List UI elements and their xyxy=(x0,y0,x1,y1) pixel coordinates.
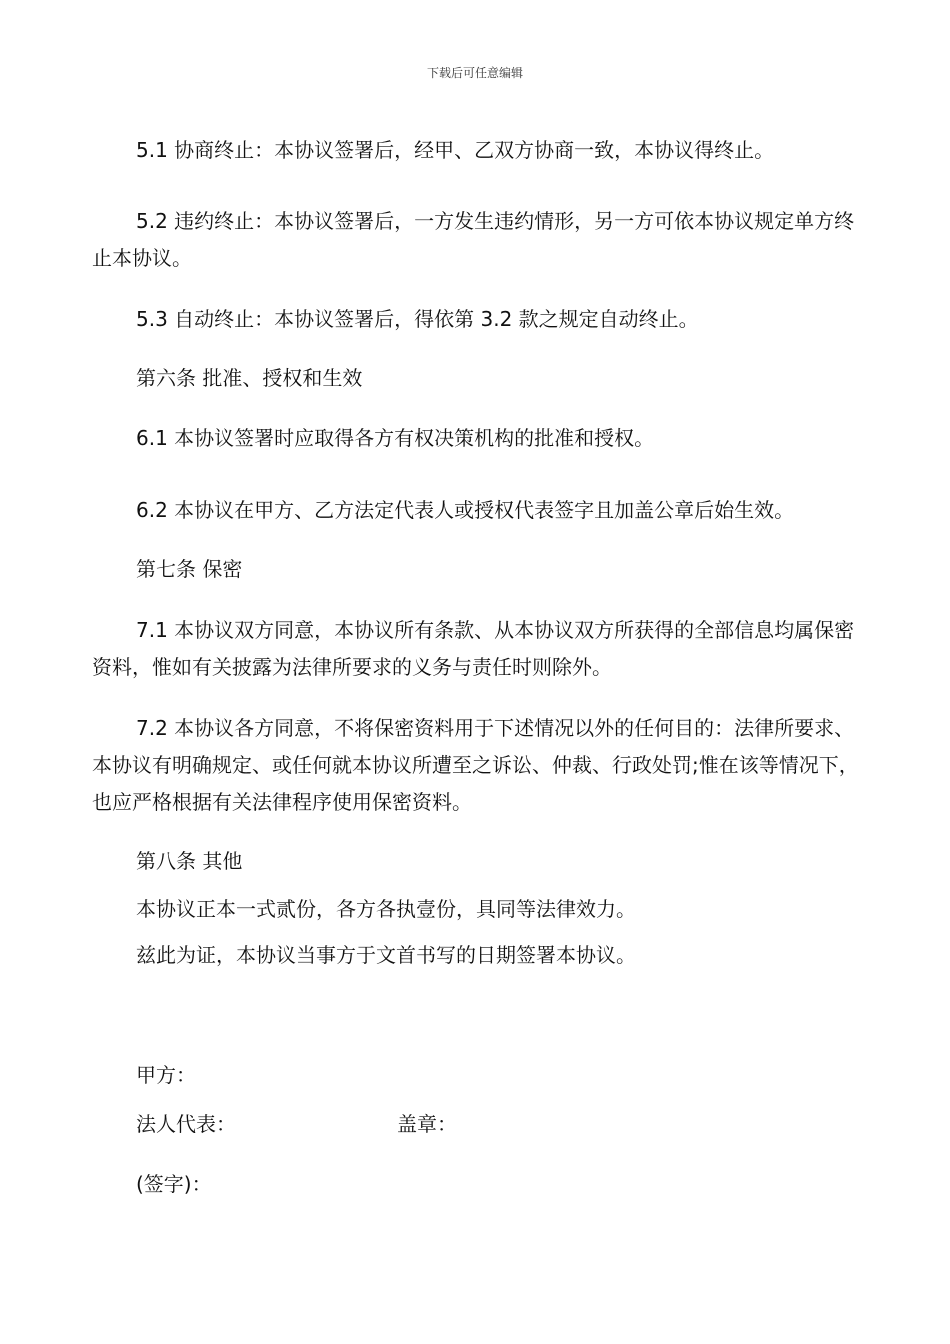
article-8-heading: 第八条 其他 xyxy=(136,849,243,873)
clause-8-2: 兹此为证，本协议当事方于文首书写的日期签署本协议。 xyxy=(136,943,636,967)
page-header: 下载后可任意编辑 xyxy=(426,66,523,80)
signature-label: (签字)： xyxy=(136,1172,212,1196)
clause-6-2: 6.2 本协议在甲方、乙方法定代表人或授权代表签字且加盖公章后始生效。 xyxy=(136,498,795,522)
article-6-heading: 第六条 批准、授权和生效 xyxy=(136,366,363,390)
clause-5-1: 5.1 协商终止：本协议签署后，经甲、乙双方协商一致，本协议得终止。 xyxy=(136,138,775,162)
legal-rep-label: 法人代表： xyxy=(136,1112,236,1136)
clause-7-2: 7.2 本协议各方同意，不将保密资料用于下述情况以外的任何目的：法律所要求、本协议有明确规定、或任何就本协议所遭至之诉讼、仲裁、行政处罚;惟在该等情况下，也应严格根据有关法律程序使用保密资料。 xyxy=(92,716,859,814)
clause-6-1: 6.1 本协议签署时应取得各方有权决策机构的批准和授权。 xyxy=(136,426,655,450)
seal-label: 盖章： xyxy=(397,1112,457,1136)
clause-7-1: 7.1 本协议双方同意，本协议所有条款、从本协议双方所获得的全部信息均属保密资料，惟如有关披露为法律所要求的义务与责任时则除外。 xyxy=(92,618,855,679)
article-7-heading: 第七条 保密 xyxy=(136,557,243,581)
clause-5-2: 5.2 违约终止：本协议签署后，一方发生违约情形，另一方可依本协议规定单方终止本协议。 xyxy=(92,209,855,270)
clause-8-1: 本协议正本一式贰份，各方各执壹份，具同等法律效力。 xyxy=(136,897,636,921)
clause-5-3: 5.3 自动终止：本协议签署后，得依第 3.2 款之规定自动终止。 xyxy=(136,307,699,331)
party-a-label: 甲方： xyxy=(136,1063,196,1087)
